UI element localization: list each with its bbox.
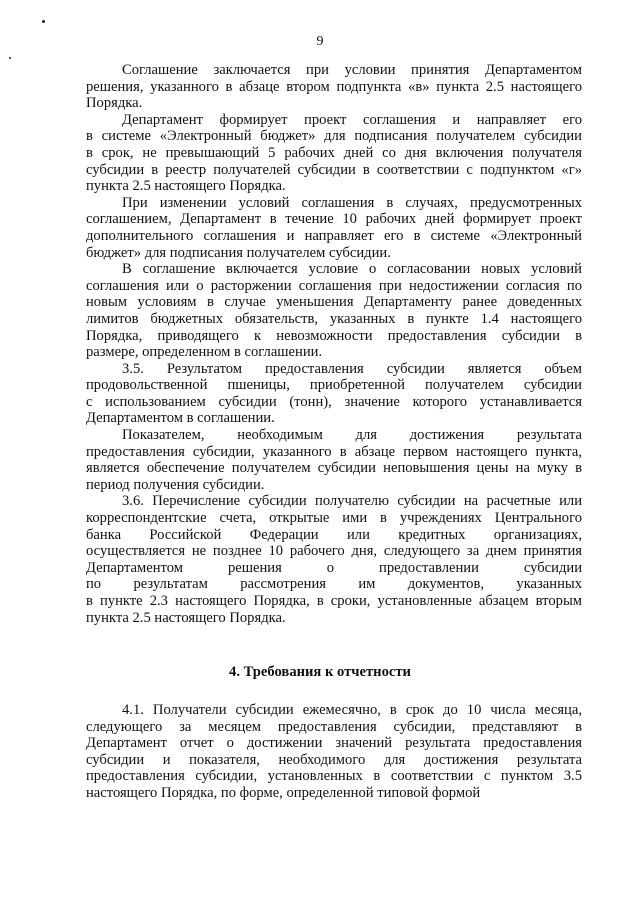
text-line: 3.6. Перечисление субсидии получателю субсидии на расчетные или — [122, 493, 582, 510]
scan-speck — [42, 20, 45, 23]
text-line: в системе «Электронный бюджет» для подписания получателем субсидии — [86, 128, 582, 145]
text-line: Департамент отчет о достижении значений результата предоставления — [86, 735, 582, 752]
text-line: настоящего Порядка, по форме, определенной типовой формой — [86, 784, 481, 801]
text-line: по результатам рассмотрения им документов, указанных — [86, 576, 582, 593]
paragraph — [86, 493, 582, 626]
text-line: Показателем, необходимым для достижения результата — [122, 427, 582, 444]
text-line: пункта 2.5 настоящего Порядка. — [86, 609, 286, 626]
section-heading: 4. Требования к отчетности — [229, 664, 411, 680]
text-line: субсидии и показателя, необходимого для достижения результата — [86, 751, 582, 768]
text-line: дополнительного соглашения и направляет его в системе «Электронный — [86, 227, 582, 244]
text-line: Порядка. — [86, 95, 143, 112]
paragraph — [86, 361, 582, 427]
scan-speck — [9, 57, 11, 59]
text-line: Порядка, приводящего к невозможности предоставления субсидии в — [86, 327, 582, 344]
text-line: Департамент формирует проект соглашения и направляет его — [122, 111, 582, 128]
text-line: соглашением, Департамент в течение 10 рабочих дней формирует проект — [86, 211, 582, 228]
paragraph — [86, 112, 582, 195]
page-number: 9 — [316, 34, 324, 49]
text-line: Департаментом решения о предоставлении субсидии — [86, 559, 582, 576]
text-line: 4.1. Получатели субсидии ежемесячно, в срок до 10 числа месяца, — [122, 702, 582, 718]
text-line: осуществляется не позднее 10 рабочего дня, следующего за днем принятия — [86, 543, 582, 560]
text-line: новым условиям в случае уменьшения Департаменту ранее доведенных — [86, 294, 582, 311]
text-line: решения, указанного в абзаце втором подпункта «в» пункта 2.5 настоящего — [86, 78, 582, 95]
text-line: соглашения или о расторжении соглашения при недостижении согласия по — [86, 277, 582, 294]
text-line: При изменении условий соглашения в случаях, предусмотренных — [122, 194, 582, 211]
paragraph — [86, 261, 582, 361]
text-line: банка Российской Федерации или кредитных организациях, — [86, 526, 582, 543]
text-line: Департаментом в соглашении. — [86, 410, 275, 427]
paragraph — [86, 702, 582, 802]
paragraph — [86, 427, 582, 493]
text-line: с использованием субсидии (тонн), значение которого устанавливается — [86, 393, 582, 410]
document-body-section-4 — [86, 702, 582, 802]
text-line: В соглашение включается условие о согласовании новых условий — [122, 261, 582, 278]
paragraph — [86, 62, 582, 112]
text-line: лимитов бюджетных обязательств, указанных в пункте 1.4 настоящего — [86, 310, 582, 327]
text-line: в пункте 2.3 настоящего Порядка, в сроки, установленные абзацем вторым — [86, 593, 582, 609]
text-line: период получения субсидии. — [86, 476, 265, 493]
text-line: пункта 2.5 настоящего Порядка. — [86, 178, 286, 195]
text-line: предоставления субсидии, установленных в соответствии с пунктом 3.5 — [86, 768, 582, 785]
text-line: является обеспечение получателем субсидии неповышения цены на муку в — [86, 460, 582, 477]
text-line: продовольственной пшеницы, приобретенной получателем субсидии — [86, 377, 582, 394]
text-line: в срок, не превышающий 5 рабочих дней со дня включения получателя — [86, 144, 582, 161]
text-line: размере, определенном в соглашении. — [86, 344, 323, 361]
text-line: Соглашение заключается при условии принятия Департаментом — [122, 62, 582, 78]
text-line: следующего за месяцем предоставления субсидии, представляют в — [86, 718, 582, 735]
text-line: 3.5. Результатом предоставления субсидии является объем — [122, 360, 582, 377]
text-line: субсидии в реестр получателей субсидии в соответствии с подпунктом «г» — [86, 161, 582, 178]
paragraph — [86, 195, 582, 261]
text-line: предоставления субсидии, указанного в абзаце первом настоящего пункта, — [86, 443, 582, 460]
text-line: бюджет» для подписания получателем субсидии. — [86, 244, 391, 261]
document-body — [86, 62, 582, 626]
text-line: корреспондентские счета, открытые ими в учреждениях Центрального — [86, 510, 582, 527]
